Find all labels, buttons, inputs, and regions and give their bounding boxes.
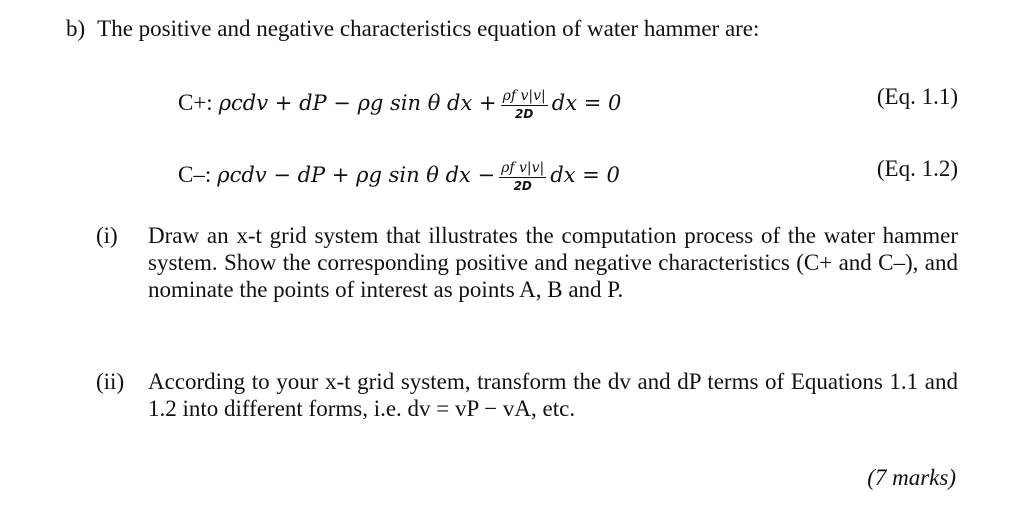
question-heading [66, 16, 759, 42]
part-i-label: (i) [96, 223, 118, 248]
equation-2 [0, 150, 1024, 196]
question-intro: The positive and negative characteristics equation of water hammer are: [97, 16, 760, 41]
equation-2-rhs: dx = 0 [550, 163, 620, 187]
equation-1-prefix: C+: [178, 90, 213, 115]
equation-1-numerator: ρf v|v| [502, 88, 546, 104]
equation-1-lhs: ρcdv + dP − ρg sin θ dx + [218, 91, 497, 115]
equation-1-tag: (Eq. 1.1) [876, 84, 958, 109]
part-ii-text: According to your x-t grid system, transform the dv and dP terms of Equations 1.1 and 1.2 into different forms, i.e. dv = vP − vA, etc. [148, 369, 958, 421]
part-ii-label: (ii) [96, 369, 125, 394]
question-label: b) [66, 16, 86, 41]
equation-2-lhs: ρcdv − dP + ρg sin θ dx − [217, 163, 496, 187]
equation-2-denominator: 2D [513, 179, 532, 193]
equation-2-prefix: C–: [178, 162, 212, 187]
equation-1 [0, 78, 1024, 124]
equation-1-rhs: dx = 0 [551, 91, 622, 115]
equation-1-fraction [501, 88, 548, 122]
equation-1-denominator: 2D [515, 107, 534, 121]
marks-label: (7 marks) [867, 465, 956, 490]
equation-2-numerator: ρf v|v| [501, 160, 545, 176]
equation-2-fraction [499, 160, 546, 194]
part-i-text: Draw an x-t grid system that illustrates the computation process of the water hammer system. Show the corresponding positive and negative characteristics (C+ and C–), and nominate the points of interest as points A, B and P. [148, 223, 958, 302]
equation-2-tag: (Eq. 1.2) [876, 156, 958, 181]
